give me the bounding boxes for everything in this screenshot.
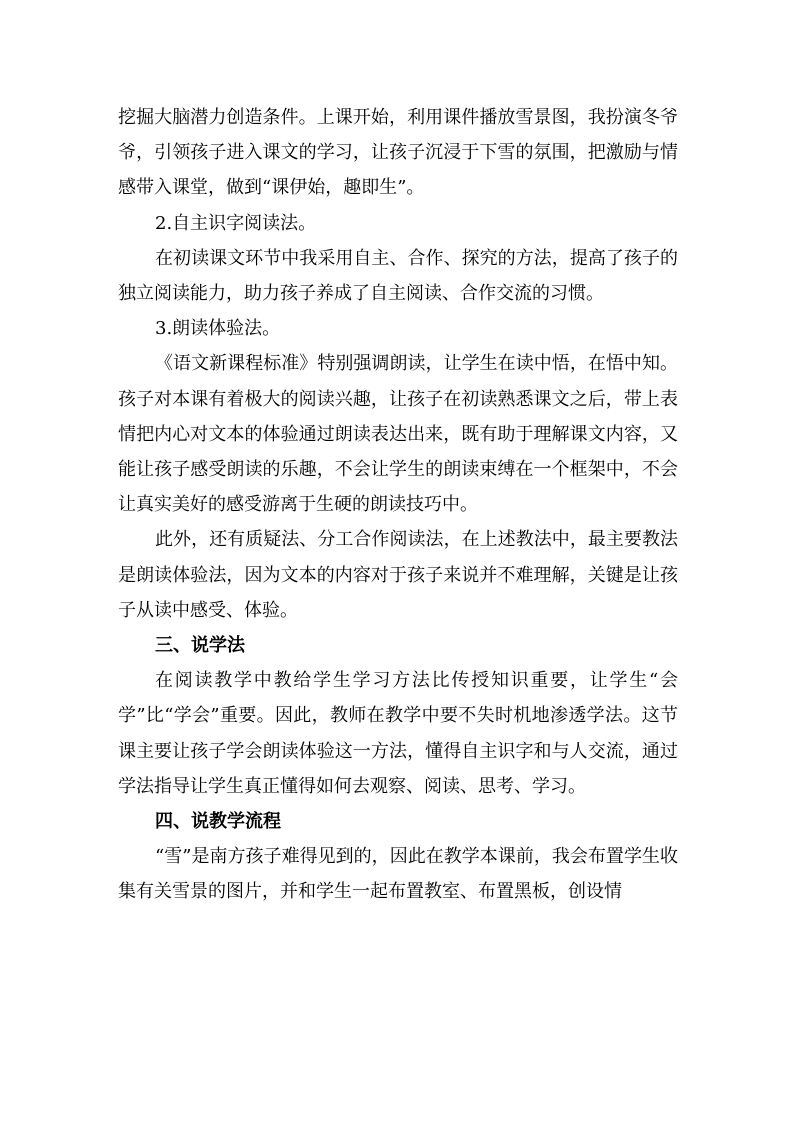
paragraph-teaching-process: “雪”是南方孩子难得见到的，因此在教学本课前，我会布置学生收集有关雪景的图片，并和学生一起布置教室、布置黑板，创设情	[118, 846, 678, 903]
subheading-self-literacy-reading: 2.自主识字阅读法。	[155, 212, 317, 234]
paragraph-other-methods: 此外，还有质疑法、分工合作阅读法，在上述教法中，最主要教法是朗读体验法，因为文本的内容对于孩子来说并不难理解，关键是让孩子从读中感受、体验。	[118, 529, 678, 621]
document-page	[118, 100, 678, 910]
section-heading-learning-methods: 三、说学法	[155, 635, 245, 657]
paragraph-reading-experience: 《语文新课程标准》特别强调朗读，让学生在读中悟，在悟中知。孩子对本课有着极大的阅读兴趣，让孩子在初读熟悉课文之后，带上表情把内心对文本的体验通过朗读表达出来，既有助于理解课文内容，又能让孩子感受朗读的乐趣，不会让学生的朗读束缚在一个框架中，不会让真实美好的感受游离于生硬的朗读技巧中。	[118, 353, 678, 516]
paragraph-self-literacy: 在初读课文环节中我采用自主、合作、探究的方法，提高了孩子的独立阅读能力，助力孩子养成了自主阅读、合作交流的习惯。	[118, 247, 678, 305]
subheading-reading-experience: 3.朗读体验法。	[155, 318, 281, 340]
paragraph-learning-methods: 在阅读教学中教给学生学习方法比传授知识重要，让学生“会学”比“学会”重要。因此，教师在教学中要不失时机地渗透学法。这节课主要让孩子学会朗读体验这一方法，懂得自主识字和与人交流，通过学法指导让学生真正懂得如何去观察、阅读、思考、学习。	[118, 670, 678, 797]
paragraph-intro-continued: 挖掘大脑潜力创造条件。上课开始，利用课件播放雪景图，我扮演冬爷爷，引领孩子进入课文的学习，让孩子沉浸于下雪的氛围，把激励与情感带入课堂，做到“课伊始，趣即生”。	[118, 107, 678, 199]
section-heading-teaching-process: 四、说教学流程	[155, 811, 281, 833]
